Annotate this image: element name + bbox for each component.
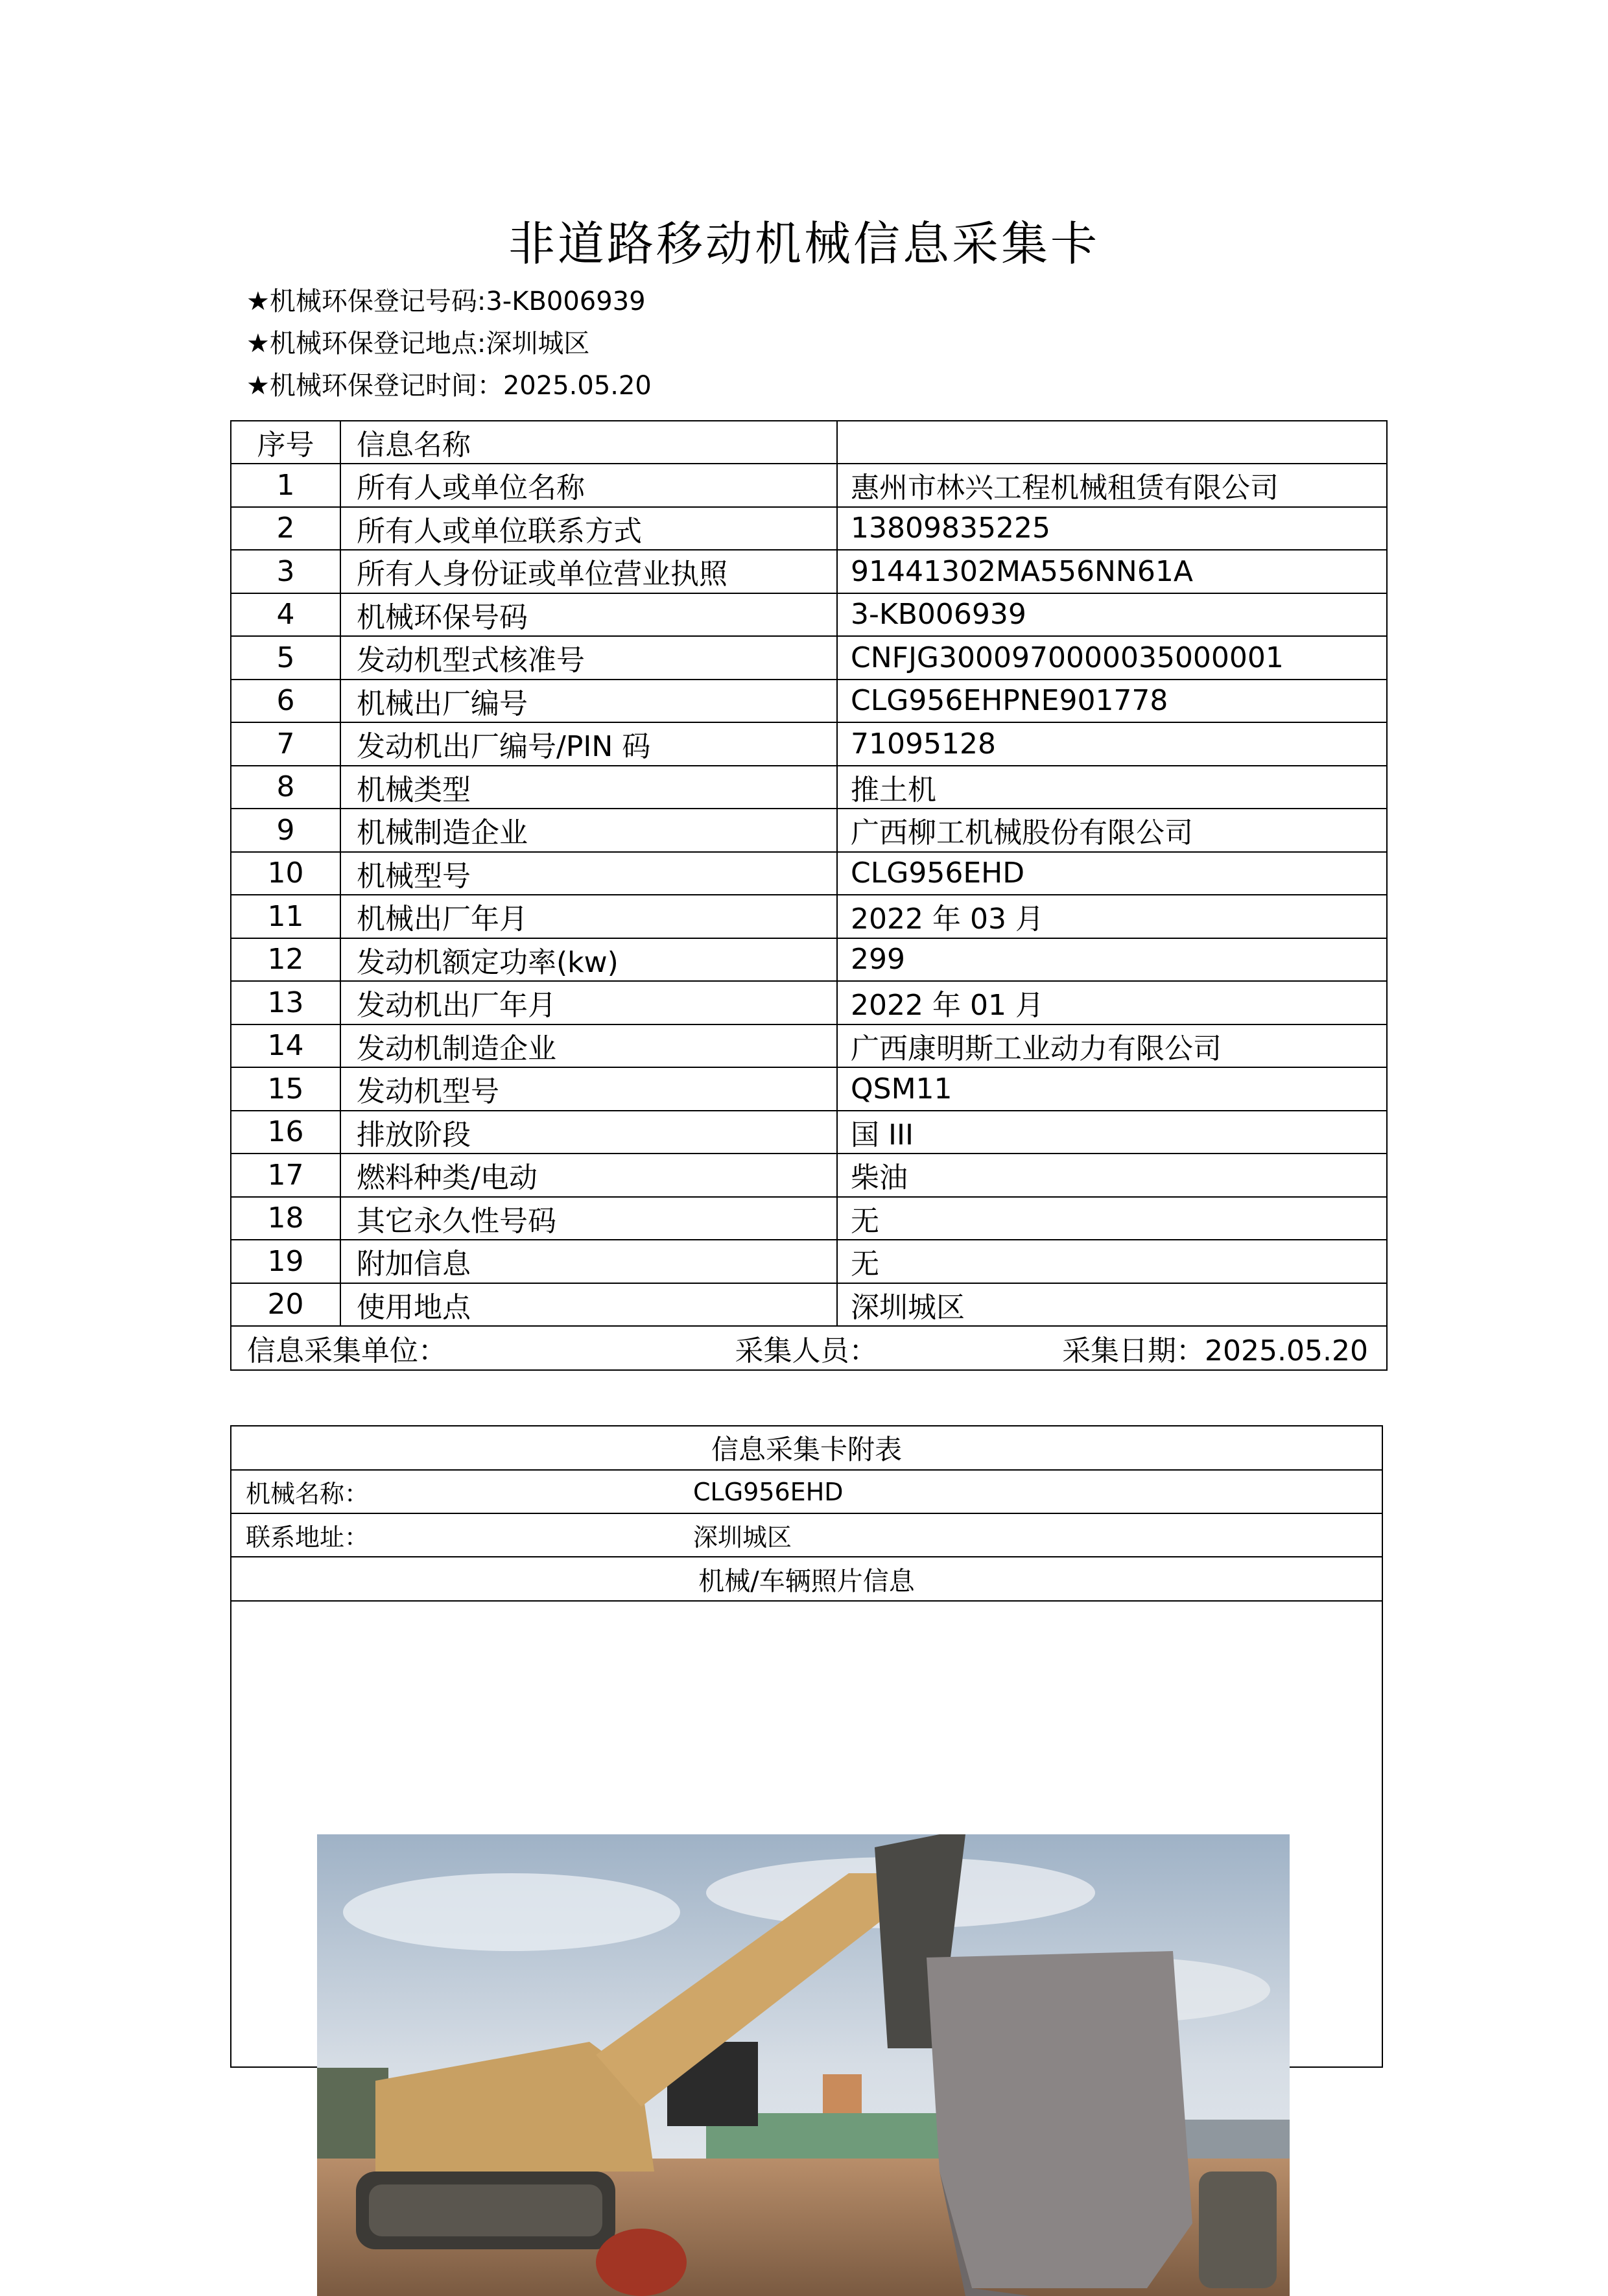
table-row [231,636,1387,680]
row-name: 所有人或单位联系方式 [340,507,837,550]
table-row [231,766,1387,809]
row-name: 机械环保号码 [340,593,837,637]
row-name: 发动机制造企业 [340,1024,837,1068]
machine-name-label: 机械名称： [231,1470,693,1513]
row-no: 8 [231,766,340,809]
row-no: 14 [231,1024,340,1068]
row-no: 4 [231,593,340,637]
collection-unit: 信息采集单位： [247,1334,447,1367]
row-no: 3 [231,550,340,593]
row-name: 机械出厂编号 [340,680,837,723]
row-value: QSM11 [837,1067,1387,1111]
table-row [231,981,1387,1024]
table-footer-row [231,1326,1387,1370]
row-value: 3-KB006939 [837,593,1387,637]
row-no: 9 [231,809,340,852]
row-no: 2 [231,507,340,550]
table-row [231,1283,1387,1327]
registration-location-label: ★机械环保登记地点: [246,329,486,359]
row-name: 发动机额定功率(kw) [340,938,837,982]
table-row [231,895,1387,938]
table-row [231,680,1387,723]
header-name: 信息名称 [340,421,837,464]
row-no: 1 [231,464,340,507]
address-label: 联系地址： [231,1513,693,1557]
table-row [231,1024,1387,1068]
row-no: 19 [231,1240,340,1283]
collection-footer [231,1326,1387,1370]
row-name: 发动机型号 [340,1067,837,1111]
row-no: 7 [231,722,340,766]
row-no: 5 [231,636,340,680]
row-name: 其它永久性号码 [340,1197,837,1240]
info-table [230,420,1388,1371]
photo-cell [231,1601,1382,2067]
registration-location [246,327,589,360]
registration-number-value: 3-KB006939 [486,287,646,316]
row-value: 13809835225 [837,507,1387,550]
row-name: 所有人身份证或单位营业执照 [340,550,837,593]
registration-number [246,285,646,318]
table-row [231,550,1387,593]
collection-person: 采集人员： [735,1334,878,1367]
row-no: 13 [231,981,340,1024]
row-value: 推土机 [837,766,1387,809]
row-value: 广西柳工机械股份有限公司 [837,809,1387,852]
appendix-table [230,1425,1383,2068]
row-name: 机械出厂年月 [340,895,837,938]
registration-location-value: 深圳城区 [486,329,590,359]
row-name: 所有人或单位名称 [340,464,837,507]
machine-photo [317,1834,1290,2296]
row-name: 使用地点 [340,1283,837,1327]
row-no: 6 [231,680,340,723]
row-value: 无 [837,1197,1387,1240]
registration-time-label: ★机械环保登记时间： [246,371,503,401]
row-name: 机械型号 [340,852,837,895]
row-name: 排放阶段 [340,1111,837,1154]
row-no: 17 [231,1154,340,1197]
address-value: 深圳城区 [693,1513,1382,1557]
registration-time-value: 2025.05.20 [503,371,652,401]
row-name: 发动机出厂年月 [340,981,837,1024]
table-row [231,1111,1387,1154]
row-value: CLG956EHPNE901778 [837,680,1387,723]
row-value: CLG956EHD [837,852,1387,895]
table-row [231,1197,1387,1240]
table-header-row [231,421,1387,464]
registration-time [246,370,652,402]
row-no: 15 [231,1067,340,1111]
table-row [231,1067,1387,1111]
table-row [231,852,1387,895]
table-row [231,1240,1387,1283]
row-value: 无 [837,1240,1387,1283]
row-name: 发动机型式核准号 [340,636,837,680]
row-value: 柴油 [837,1154,1387,1197]
table-row [231,464,1387,507]
row-value: 71095128 [837,722,1387,766]
row-no: 11 [231,895,340,938]
row-value: 2022 年 01 月 [837,981,1387,1024]
appendix-title: 信息采集卡附表 [231,1426,1382,1470]
table-row [231,938,1387,982]
row-no: 18 [231,1197,340,1240]
collection-date: 采集日期：2025.05.20 [1062,1334,1368,1367]
table-row [231,593,1387,637]
row-no: 16 [231,1111,340,1154]
row-value: 91441302MA556NN61A [837,550,1387,593]
row-name: 机械制造企业 [340,809,837,852]
header-no: 序号 [231,421,340,464]
photo-caption: 机械/车辆照片信息 [231,1557,1382,1601]
row-value: 广西康明斯工业动力有限公司 [837,1024,1387,1068]
table-row [231,722,1387,766]
row-no: 20 [231,1283,340,1327]
row-no: 10 [231,852,340,895]
machine-name-value: CLG956EHD [693,1470,1382,1513]
row-value: 国 III [837,1111,1387,1154]
header-value [837,421,1387,464]
registration-number-label: ★机械环保登记号码: [246,287,486,316]
row-value: 深圳城区 [837,1283,1387,1327]
row-value: 299 [837,938,1387,982]
row-name: 发动机出厂编号/PIN 码 [340,722,837,766]
row-no: 12 [231,938,340,982]
row-name: 燃料种类/电动 [340,1154,837,1197]
row-name: 机械类型 [340,766,837,809]
page-title: 非道路移动机械信息采集卡 [508,217,1100,271]
row-value: 2022 年 03 月 [837,895,1387,938]
table-row [231,507,1387,550]
table-row [231,1154,1387,1197]
row-value: 惠州市林兴工程机械租赁有限公司 [837,464,1387,507]
row-value: CNFJG3000970000035000001 [837,636,1387,680]
table-row [231,809,1387,852]
row-name: 附加信息 [340,1240,837,1283]
